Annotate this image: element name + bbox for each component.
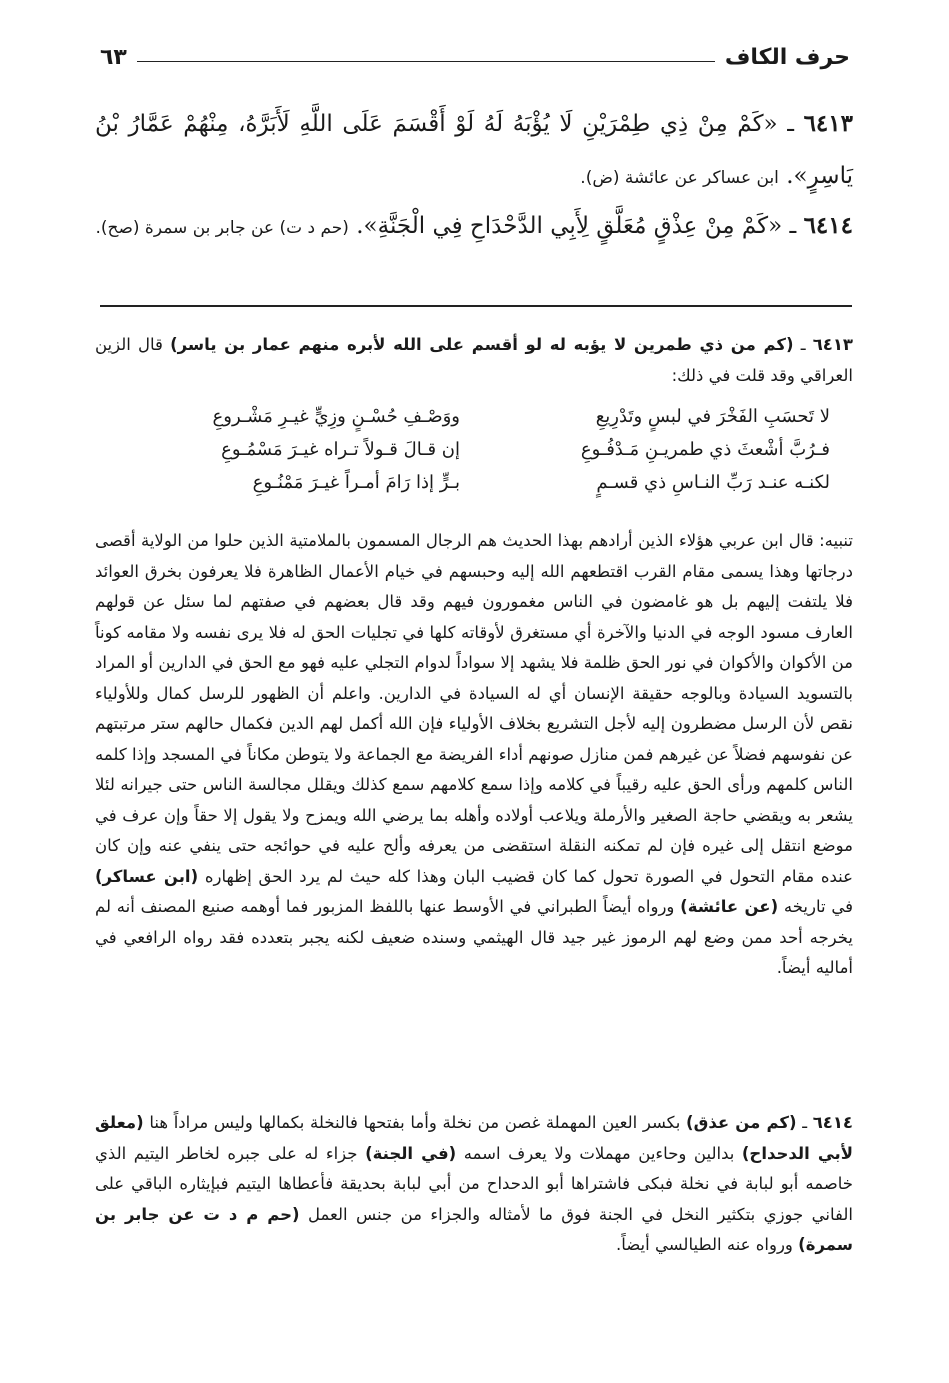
hadith-number: ٦٤١٤ (803, 212, 853, 239)
commentary-number: ٦٤١٤ (812, 1113, 854, 1132)
page-number: ٦٣ (100, 45, 127, 70)
hadith-number: ٦٤١٣ (803, 110, 853, 137)
commentary-dash: ـ (800, 335, 806, 354)
commentary-dash: ـ (802, 1113, 808, 1132)
hadith-source: ابن عساكر عن عائشة (ض). (580, 168, 779, 188)
poem-verse (130, 433, 830, 466)
verse-first-half: لكنـه عنـد رَبِّ النـاسِ ذي قسـمٍ (596, 472, 830, 493)
commentary-quote: (كم من عذق) (686, 1113, 797, 1132)
verse-second-half: إن قـالَ قـولاً تـراه غيـرَ مَسْمُـوعِ (221, 439, 460, 460)
commentary-quote: (كم من ذي طمرين لا يؤبه له لو أقسم على الله لأبره منهم عمار بن ياسر) (170, 335, 794, 354)
verse-first-half: لا تَحسَبِ الفَخْرَ في لبسٍ وتَدْرِيعِ (595, 406, 830, 427)
verse-first-half: فـرُبَّ أشْعثَ ذي طمريـنِ مَـدْفُـوعِ (580, 439, 830, 460)
commentary-number: ٦٤١٣ (812, 335, 853, 354)
commentary-note (95, 526, 853, 984)
hadith-text: «كَمْ مِنْ ذِي طِمْرَيْنِ لَا يُؤْبَهُ لَهُ لَوْ أَقْسَمَ عَلَى اللَّهِ لَأَبَرَّهُ، مِنْهُمْ عَمَّارُ بْنُ يَاسِرٍ». (95, 111, 853, 189)
note-narrator: (عن عائشة) (680, 897, 779, 916)
note-text: في تاريخه (783, 897, 854, 916)
note-label: تنبيه: (819, 531, 853, 550)
verse-second-half: بـرٍّ إذا رَامَ أمـراً غيـرَ مَمْنُـوعِ (252, 472, 460, 493)
hadith-6414: ٦٤١٤ ـ «كَمْ مِنْ عِذْقٍ مُعَلَّقٍ لِأَبِي الدَّحْدَاحِ فِي الْجَنَّةِ». (حم د ت) عن جابر بن سمرة (صح). (95, 212, 853, 239)
note-text: ورواه أيضاً الطبراني في الأوسط عنها باللفظ المزبور فما أوهمه صنيع المصنف أنه لم يخرجه أحد ممن وضع لهم الرموز غير جيد قال الهيثمي وسنده ضعيف لكنه يجبر بتعدده فقد رواه الرافعي في أماليه أيضاً. (95, 897, 853, 977)
page-header (100, 36, 850, 76)
hadith-source: (حم د ت) عن جابر بن سمرة (صح). (95, 218, 349, 238)
poem-verse (130, 400, 830, 433)
chapter-title: حرف الكاف (724, 45, 850, 70)
commentary-text: بكسر العين المهملة غصن من نخلة وأما بفتحها فالنخلة بكمالها وليس مراداً هنا (149, 1113, 681, 1132)
commentary-6413 (95, 330, 853, 391)
commentary-text: ورواه عنه الطيالسي أيضاً. (615, 1235, 793, 1254)
note-text: قال ابن عربي هؤلاء الذين أرادهم بهذا الحديث هم الرجال المسمون بالملامتية الذين حلوا من الولاية أقصى درجاتها وهذا يسمى مقام القرب اقتطعهم الله إليه وحبسهم في خيام الأعمال الظاهرة فلا يعرفون بخرق العوائد فلا يلتفت إليهم بل هو غامضون في الناس مغمورون فيهم وقد قال بعضهم في صفتهم لما سئل عن قولهم العارف مسود الوجه في الدنيا والآخرة أي مستغرق لأوقاته كلها في تجليات الحق له فلا يرى نفسه ولا مقامه كوناً من الأكوان والأكوان في نور الحق ظلمة فلا يشهد إلا سواداً لدوام التجلي عليه فهو مع الحق في الدارين أو المراد بالتسويد السيادة وبالوجه حقيقة الإنسان أي له السيادة في الدارين. واعلم أن الظهور للرسل كمال وللأولياء نقص لأن الرسل مضطرون إليه لأجل التشريع بخلاف الأولياء فإن الله أكمل لهم الدين فكمال حالهم ستر مرتبتهم عن نفوسهم فضلاً عن غيرهم فمن منازل صونهم أداء الفريضة مع الجماعة ولا يتوطن مكاناً في المسجد وإذا كلمه الناس كلمهم ورأى الحق عليه رقيباً في كلامه وإذا سمع كلامهم سمع كذلك ويقلل مجالسة الناس حتى جيرانه لئلا يشعر به ويقضي حاجة الصغير والأرملة ويلاعب أولاده وأهله بما يرضي الله ويمزح ولا يقول إلا حقاً وإن عرف في موضع انتقل إلى غيره فإن لم تمكنه النقلة استقضى من يعرفه وألح عليه في حوائجه حتى ينفي عنه وإن كان عنده مقام التحول في الصورة تحول كما كان قضيب البان وهذا كله حيث لم يرد الحق إظهاره (95, 531, 853, 886)
note-source: (ابن عساكر) (95, 866, 199, 886)
section-divider (100, 305, 852, 307)
header-rule (137, 61, 715, 62)
commentary-quote: (في الجنة) (365, 1143, 457, 1163)
hadith-text: «كَمْ مِنْ عِذْقٍ مُعَلَّقٍ لِأَبِي الدَّحْدَاحِ فِي الْجَنَّةِ». (356, 213, 783, 239)
commentary-text: قال الزين العراقي وقد قلت في ذلك: (95, 335, 853, 385)
commentary-text: بدالين وحاءين مهملات ولا يعرف اسمه (463, 1143, 735, 1163)
commentary-quote: (معلق لأبي الدحداح) (95, 1113, 854, 1163)
commentary-6414 (95, 1108, 853, 1261)
poem-verse (130, 466, 830, 499)
commentary-text: جزاء له على جبره لخاطر اليتيم الذي خاصمه أبو لبابة في نخلة فبكى فاشتراها أبو الدحداح من أبي لبابة بحديقة فأعطاها اليتيم فبإيثاره الباقي على الفاني جوزي بتكثير النخل في الجنة فوق ما لأمثاله والجزاء من جنس العمل (95, 1143, 853, 1224)
poem (130, 400, 830, 499)
commentary-source: (حم م د ت عن جابر بن سمرة) (95, 1204, 853, 1254)
hadith-6413: ٦٤١٣ ـ «كَمْ مِنْ ذِي طِمْرَيْنِ لَا يُؤْبَهُ لَهُ لَوْ أَقْسَمَ عَلَى اللَّهِ لَأَبَرَّهُ، مِنْهُمْ عَمَّارُ بْنُ يَاسِرٍ». ابن عساكر عن عائشة (ض). (95, 110, 853, 189)
verse-second-half: ووَصْـفِ حُسْـنٍ وزِيٍّ غيـرِ مَشْـروعِ (212, 406, 460, 427)
